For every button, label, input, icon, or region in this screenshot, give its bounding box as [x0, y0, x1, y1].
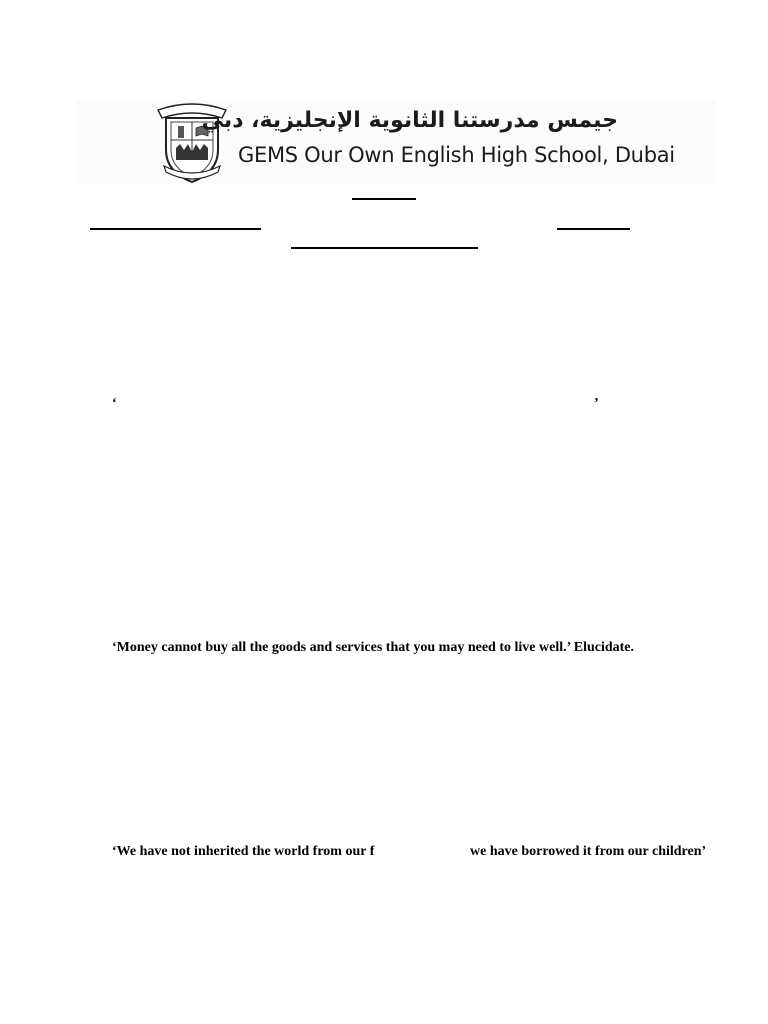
- question-close-quote: ’: [594, 396, 599, 411]
- school-name-english: GEMS Our Own English High School, Dubai: [238, 143, 675, 167]
- question-world-part-2: we have borrowed it from our children’: [470, 844, 707, 859]
- question-open-quote: ‘: [112, 396, 117, 411]
- center-field-line: [291, 247, 478, 249]
- left-field-line: [90, 228, 261, 230]
- question-world-part-1: ‘We have not inherited the world from our f: [112, 844, 375, 859]
- question-money: ‘Money cannot buy all the goods and services that you may need to live well.’ Elucidate.: [112, 640, 635, 655]
- right-field-line: [557, 228, 630, 230]
- title-underline: [352, 198, 416, 200]
- school-name-arabic: جيمس مدرستنا الثانوية الإنجليزية، دبي: [201, 108, 618, 133]
